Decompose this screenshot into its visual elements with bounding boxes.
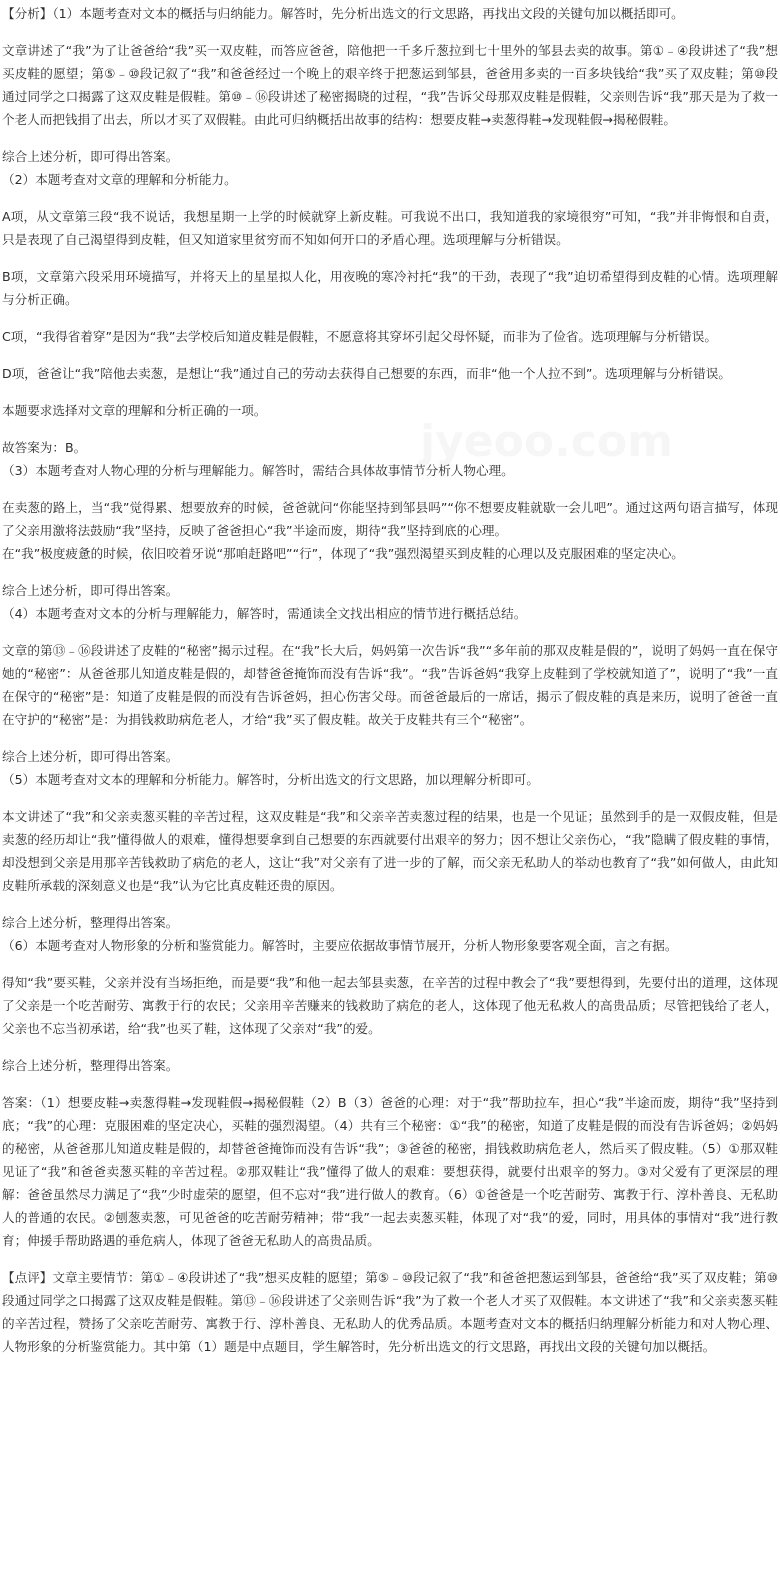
story-summary: 文章讲述了“我”为了让爸爸给“我”买一双皮鞋，而答应爸爸，陪他把一千多斤葱拉到七十里外的邹县去卖的故事。第①﹣④段讲述了“我”想买皮鞋的愿望；第⑤﹣⑩段记叙了“我”和爸爸经过一个晚上的艰辛终于把葱运到邹县，爸爸用多卖的一百多块钱给“我”买了双皮鞋；第⑩段通过同学之口揭露了这双皮鞋是假鞋。第⑩﹣⑯段讲述了秘密揭晓的过程，“我”告诉父母那双皮鞋是假鞋，父亲则告诉“我”那天是为了救一个老人而把钱捐了出去，所以才买了双假鞋。由此可归纳概括出故事的结构：想要皮鞋→卖葱得鞋→发现鞋假→揭秘假鞋。 — [2, 43, 778, 127]
secrets-analysis: 文章的第⑬﹣⑯段讲述了皮鞋的“秘密”揭示过程。在“我”长大后，妈妈第一次告诉“我”“多年前的那双皮鞋是假的”，说明了妈妈一直在保守她的“秘密”：从爸爸那儿知道皮鞋是假的，却替爸爸掩饰而没有告诉“我”。“我”告诉爸妈“我穿上皮鞋到了学校就知道了”，说明了“我”一直在保守的“秘密”是：知道了皮鞋是假的而没有告诉爸妈，担心伤害父母。而爸爸最后的一席话，揭示了假皮鞋的真是来历，说明了爸爸一直在守护的“秘密”是：为捐钱救助病危老人，才给“我”买了假皮鞋。故关于皮鞋共有三个“秘密”。 — [2, 643, 778, 727]
father-psychology: 在卖葱的路上，当“我”觉得累、想要放弃的时候，爸爸就问“你能坚持到邹县吗”“你不想要皮鞋就歇一会儿吧”。通过这两句语言描写，体现了父亲用激将法鼓励“我”坚持，反映了爸爸担心“我”半途而废，期待“我”坚持到底的心理。 — [2, 500, 778, 538]
conclusion-5: 综合上述分析，整理得出答案。 — [2, 915, 179, 930]
question-4-intro: （4）本题考查对文本的分析与理解能力，解答时，需通读全文找出相应的情节进行概括总结。 — [2, 606, 527, 621]
question-2-answer: 故答案为：B。 — [2, 440, 87, 455]
conclusion-4: 综合上述分析，即可得出答案。 — [2, 749, 179, 764]
father-image-analysis: 得知“我”要买鞋，父亲并没有当场拒绝，而是要“我”和他一起去邹县卖葱，在辛苦的过程中教会了“我”要想得到，先要付出的道理，这体现了父亲是一个吃苦耐劳、寓教于行的农民；父亲用辛苦赚来的钱救助了病危的老人，这体现了他无私救人的高贵品质；尽管把钱给了老人，父亲也不忘当初承诺，给“我”也买了鞋，这体现了父亲对“我”的爱。 — [2, 975, 778, 1036]
question-3-intro: （3）本题考查对人物心理的分析与理解能力。解答时，需结合具体故事情节分析人物心理。 — [2, 463, 514, 478]
question-6-intro: （6）本题考查对人物形象的分析和鉴赏能力。解答时，主要应依据故事情节展开，分析人物形象要客观全面，言之有据。 — [2, 938, 678, 953]
comment-block: 【点评】文章主要情节：第①﹣④段讲述了“我”想买皮鞋的愿望；第⑤﹣⑩段记叙了“我”和爸爸把葱运到邹县，爸爸给“我”买了双皮鞋；第⑩段通过同学之口揭露了这双皮鞋是假鞋。第⑬﹣⑯段讲述了父亲则告诉“我”为了救一个老人才买了双假鞋。本文讲述了“我”和父亲卖葱买鞋的辛苦过程，赞扬了父亲吃苦耐劳、寓教于行、淳朴善良、无私助人的优秀品质。本题考查对文本的概括归纳理解分析能力和对人物心理、人物形象的分析鉴赏能力。其中第（1）题是中点题目，学生解答时，先分析出选文的行文思路，再找出文段的关键句加以概括。 — [2, 1270, 778, 1354]
conclusion-1: 综合上述分析，即可得出答案。 — [2, 149, 179, 164]
option-a-analysis: A项，从文章第三段“我不说话，我想星期一上学的时候就穿上新皮鞋。可我说不出口，我知道我的家境很穷”可知，“我”并非悔恨和自责，只是表现了自己渴望得到皮鞋，但又知道家里贫穷而不知如何开口的矛盾心理。选项理解与分析错误。 — [2, 209, 778, 247]
conclusion-3: 综合上述分析，即可得出答案。 — [2, 583, 179, 598]
option-c-analysis: C项，“我得省着穿”是因为“我”去学校后知道皮鞋是假鞋，不愿意将其穿坏引起父母怀疑，而非为了俭省。选项理解与分析错误。 — [2, 329, 717, 344]
shoes-meaning-analysis: 本文讲述了“我”和父亲卖葱买鞋的辛苦过程，这双皮鞋是“我”和父亲辛苦卖葱过程的结果，也是一个见证；虽然到手的是一双假皮鞋，但是卖葱的经历却让“我”懂得做人的艰难，懂得想要拿到自己想要的东西就要付出艰辛的努力；因不想让父亲伤心，“我”隐瞒了假皮鞋的事情，却没想到父亲是用那辛苦钱救助了病危的老人，这让“我”对父亲有了进一步的了解，而父亲无私助人的举动也教育了“我”如何做人，由此知皮鞋所承载的深刻意义也是“我”认为它比真皮鞋还贵的原因。 — [2, 809, 778, 893]
analysis-intro: 【分析】（1）本题考查对文本的概括与归纳能力。解答时，先分析出选文的行文思路，再找出文段的关键句加以概括即可。 — [2, 6, 684, 21]
option-b-analysis: B项，文章第六段采用环境描写，并将天上的星星拟人化，用夜晚的寒冷衬托“我”的干劲，表现了“我”迫切希望得到皮鞋的心情。选项理解与分析正确。 — [2, 269, 778, 307]
conclusion-6: 综合上述分析，整理得出答案。 — [2, 1058, 179, 1073]
narrator-psychology: 在“我”极度疲惫的时候，依旧咬着牙说“那咱赶路吧”“行”，体现了“我”强烈渴望买到皮鞋的心理以及克服困难的坚定决心。 — [2, 546, 684, 561]
answer-block: 答案：（1）想要皮鞋→卖葱得鞋→发现鞋假→揭秘假鞋（2）B（3）爸爸的心理：对于“我”帮助拉车，担心“我”半途而废，期待“我”坚持到底；“我”的心理：克服困难的坚定决心，买鞋的强烈渴望。（4）共有三个秘密：①“我”的秘密，知道了皮鞋是假的而没有告诉爸妈；②妈妈的秘密，从爸爸那儿知道皮鞋是假的，却替爸爸掩饰而没有告诉“我”；③爸爸的秘密，捐钱救助病危老人，然后买了假皮鞋。（5）①那双鞋见证了“我”和爸爸卖葱买鞋的辛苦过程。②那双鞋让“我”懂得了做人的艰难：要想获得，就要付出艰辛的努力。③对父爱有了更深层的理解：爸爸虽然尽力满足了“我”少时虚荣的愿望，但不忘对“我”进行做人的教育。（6）①爸爸是一个吃苦耐劳、寓教于行、淳朴善良、无私助人的普通的农民。②刨葱卖葱，可见爸爸的吃苦耐劳精神；带“我”一起去卖葱买鞋，体现了对“我”的爱，同时，用具体的事情对“我”进行教育；伸援手帮助路遇的垂危病人，体现了爸爸无私助人的高贵品质。 — [2, 1095, 778, 1248]
question-2-requirement: 本题要求选择对文章的理解和分析正确的一项。 — [2, 403, 267, 418]
question-5-intro: （5）本题考查对文本的理解和分析能力。解答时，分析出选文的行文思路，加以理解分析即可。 — [2, 772, 539, 787]
option-d-analysis: D项，爸爸让“我”陪他去卖葱，是想让“我”通过自己的劳动去获得自己想要的东西，而非“他一个人拉不到”。选项理解与分析错误。 — [2, 366, 731, 381]
question-2-intro: （2）本题考查对文章的理解和分析能力。 — [2, 172, 237, 187]
